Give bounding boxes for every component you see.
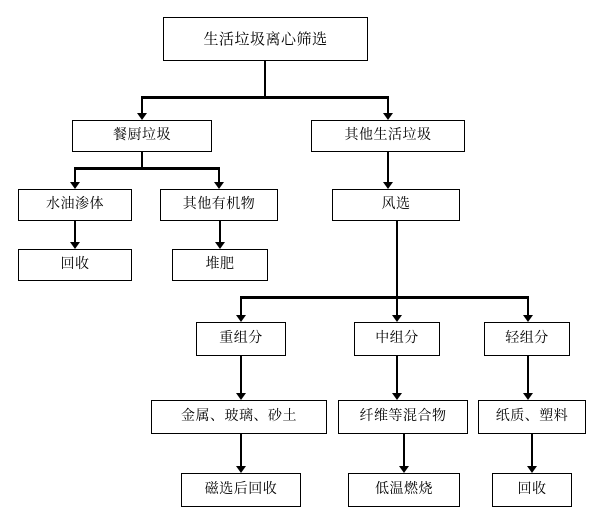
node-root-label: 生活垃圾离心筛选 [203,29,328,48]
connector-oilwater-down [74,167,76,183]
node-heavy-fraction [196,322,286,356]
node-magnetic-recycle [181,473,301,507]
arrow-to-heavy [236,315,246,322]
arrow-to-light [523,315,533,322]
node-light-fraction [484,322,570,356]
connector-fiber-to-lowburn [403,434,405,467]
node-oil-water-leachate [18,189,132,221]
node-fiber-mixture [338,400,468,434]
node-compost [172,249,268,281]
arrow-to-lowburn [399,466,409,473]
arrow-to-kitchen [137,113,147,120]
connector-level5-bar [240,296,528,299]
node-recycle-1-label: 回收 [60,256,90,273]
connector-other-to-windsort [387,152,389,183]
arrow-to-organic [214,182,224,189]
node-other-household-waste-label: 其他生活垃圾 [344,127,432,144]
arrow-to-metalglass [236,393,246,400]
arrow-to-magrecycle [236,466,246,473]
arrow-to-oilwater [70,182,80,189]
arrow-to-recycle2 [527,466,537,473]
arrow-to-fiber [392,393,402,400]
node-other-organics [160,189,278,221]
node-medium-fraction-label: 中组分 [375,330,419,347]
node-air-separation-label: 风选 [381,196,411,213]
node-oil-water-leachate-label: 水油渗体 [46,196,104,213]
connector-windsort-stem [396,221,398,298]
connector-organic-to-compost [219,221,221,243]
connector-light-to-paper [527,356,529,394]
node-recycle-2 [492,473,572,507]
node-compost-label: 堆肥 [205,256,235,273]
connector-medium-down [396,296,398,316]
connector-oilwater-to-recycle [74,221,76,243]
node-kitchen-waste-label: 餐厨垃圾 [113,127,171,144]
node-paper-plastic-label: 纸质、塑料 [495,408,569,425]
node-metal-glass-soil [151,400,327,434]
node-heavy-fraction-label: 重组分 [219,330,263,347]
node-low-temp-combustion [348,473,460,507]
arrow-to-paper [523,393,533,400]
connector-heavy-to-metalglass [240,356,242,394]
node-low-temp-combustion-label: 低温燃烧 [375,481,433,498]
node-recycle-1 [18,249,132,281]
arrow-to-other [383,113,393,120]
node-medium-fraction [354,322,440,356]
arrow-to-medium [392,315,402,322]
connector-level2-bar [141,96,388,99]
node-root [163,17,368,61]
connector-root-down [264,61,266,98]
connector-heavy-down [240,296,242,316]
arrow-to-windsort [383,182,393,189]
connector-paper-to-recycle2 [531,434,533,467]
node-magnetic-recycle-label: 磁选后回收 [204,481,278,498]
node-metal-glass-soil-label: 金属、玻璃、砂土 [181,408,297,425]
node-kitchen-waste [72,120,212,152]
node-paper-plastic [478,400,586,434]
node-light-fraction-label: 轻组分 [505,330,549,347]
arrow-to-compost [215,242,225,249]
connector-medium-to-fiber [396,356,398,394]
arrow-to-recycle1 [70,242,80,249]
node-recycle-2-label: 回收 [517,481,547,498]
connector-organic-down [218,167,220,183]
node-other-household-waste [311,120,465,152]
connector-kitchen-bar [74,167,220,170]
node-air-separation [332,189,460,221]
connector-light-down [527,296,529,316]
node-other-organics-label: 其他有机物 [182,196,256,213]
node-fiber-mixture-label: 纤维等混合物 [359,408,447,425]
connector-metalglass-to-magrecycle [240,434,242,467]
